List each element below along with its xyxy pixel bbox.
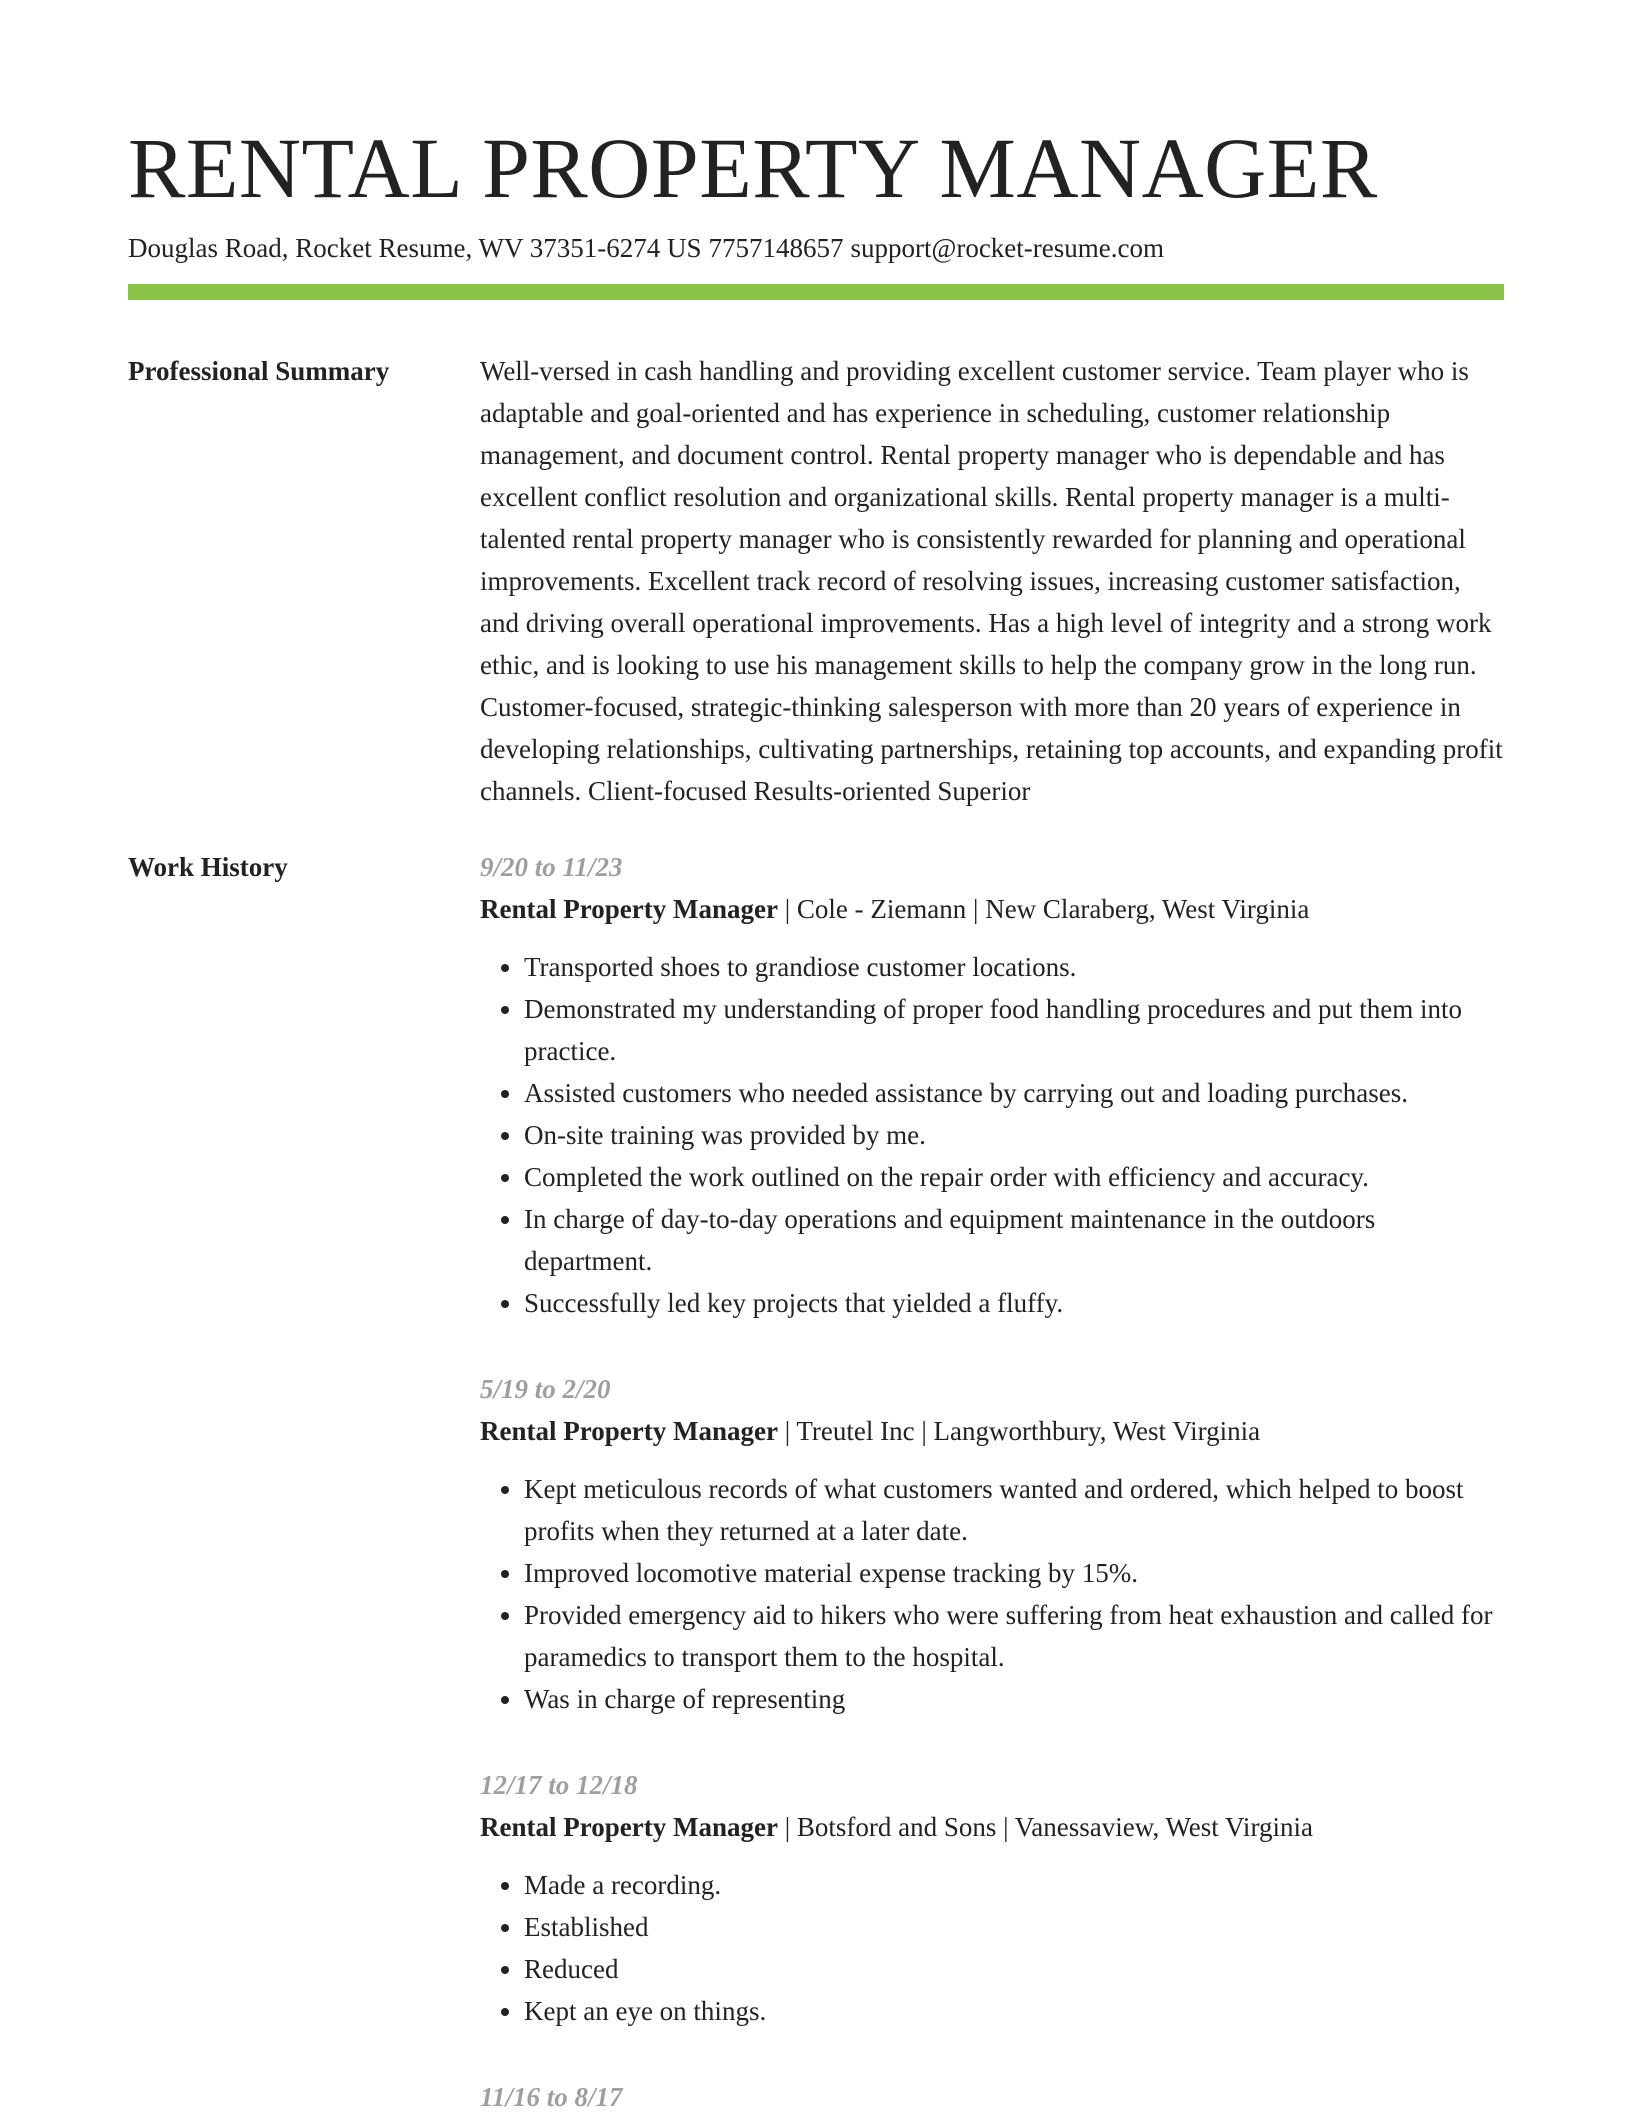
contact-address: Douglas Road, Rocket Resume, WV 37351-6274 US xyxy=(128,233,702,263)
job-dates: 12/17 to 12/18 xyxy=(480,1770,638,1800)
work-history-body xyxy=(480,846,1504,2118)
job-details: | Botsford and Sons | Vanessaview, West Virginia xyxy=(777,1812,1313,1842)
job-entry xyxy=(480,846,1504,1324)
job-dates: 9/20 to 11/23 xyxy=(480,852,623,882)
job-bullets xyxy=(480,1468,1504,1720)
job-bullet: • Was in charge of representing xyxy=(524,1678,1504,1720)
job-dates: 11/16 to 8/17 xyxy=(480,2082,623,2112)
summary-title: Professional Summary xyxy=(128,356,390,386)
job-bullet: • Demonstrated my understanding of proper food handling procedures and put them into practice. xyxy=(524,988,1504,1072)
job-entry xyxy=(480,1764,1504,2032)
job-bullet: • Established xyxy=(524,1906,1504,1948)
job-bullet: • Improved locomotive material expense tracking by 15%. xyxy=(524,1552,1504,1594)
job-heading xyxy=(480,1410,1504,1452)
contact-phone: 7757148657 xyxy=(708,233,844,263)
summary-body xyxy=(480,350,1504,812)
job-heading xyxy=(480,1806,1504,1848)
job-bullet: • Reduced xyxy=(524,1948,1504,1990)
job-bullet: • Made a recording. xyxy=(524,1864,1504,1906)
job-bullet: • Successfully led key projects that yielded a fluffy. xyxy=(524,1282,1504,1324)
job-details: | Cole - Ziemann | New Claraberg, West Virginia xyxy=(777,894,1310,924)
job-bullet: • Assisted customers who needed assistance by carrying out and loading purchases. xyxy=(524,1072,1504,1114)
job-entry xyxy=(480,1368,1504,1720)
job-bullet: • On-site training was provided by me. xyxy=(524,1114,1504,1156)
summary-text: Well-versed in cash handling and providing excellent customer service. Team player who is adaptable and goal-oriented and has experience in scheduling, customer relationship management, and document control. Rental property manager who is dependable and has excellent conflict resolution and organizational skills. Rental property manager is a multi-talented rental property manager who is consistently rewarded for planning and operational improvements. Excellent track record of resolving issues, increasing customer satisfaction, and driving overall operational improvements. Has a high level of integrity and a strong work ethic, and is looking to use his management skills to help the company grow in the long run. Customer-focused, strategic-thinking salesperson with more than 20 years of experience in developing relationships, cultivating partnerships, retaining top accounts, and expanding profit channels. Client-focused Results-oriented Superior xyxy=(480,356,1503,806)
job-bullet: • Kept an eye on things. xyxy=(524,1990,1504,2032)
resume-name: RENTAL PROPERTY MANAGER xyxy=(128,120,1378,216)
job-title: Rental Property Manager xyxy=(480,1416,778,1446)
contact-email: support@rocket-resume.com xyxy=(850,233,1164,263)
job-bullets xyxy=(480,1864,1504,2032)
job-bullets xyxy=(480,946,1504,1324)
job-bullet: • Kept meticulous records of what customers wanted and ordered, which helped to boost profits when they returned at a later date. xyxy=(524,1468,1504,1552)
job-dates: 5/19 to 2/20 xyxy=(480,1374,611,1404)
work-history-section xyxy=(128,846,1504,2118)
job-details: | Treutel Inc | Langworthbury, West Virginia xyxy=(777,1416,1261,1446)
job-bullet: • Completed the work outlined on the repair order with efficiency and accuracy. xyxy=(524,1156,1504,1198)
contact-line xyxy=(128,230,1504,266)
job-title: Rental Property Manager xyxy=(480,894,778,924)
job-title: Rental Property Manager xyxy=(480,1812,778,1842)
job-bullet: • In charge of day-to-day operations and equipment maintenance in the outdoors department. xyxy=(524,1198,1504,1282)
header-divider xyxy=(128,284,1504,300)
work-history-title: Work History xyxy=(128,852,288,882)
job-bullet: • Provided emergency aid to hikers who were suffering from heat exhaustion and called for paramedics to transport them to the hospital. xyxy=(524,1594,1504,1678)
resume-header xyxy=(128,118,1504,300)
job-bullet: • Transported shoes to grandiose customer locations. xyxy=(524,946,1504,988)
summary-section xyxy=(128,350,1504,812)
resume-page xyxy=(128,118,1504,2118)
job-heading xyxy=(480,888,1504,930)
